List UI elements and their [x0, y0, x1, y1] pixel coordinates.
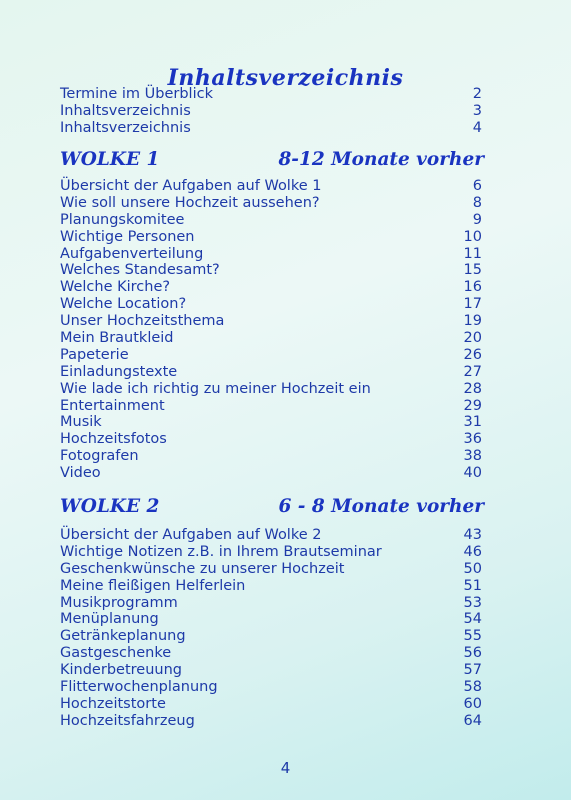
toc-entry[interactable] [60, 713, 482, 730]
toc-entry-page: 17 [463, 296, 482, 313]
toc-entry-page: 29 [463, 397, 482, 414]
section-name: WOLKE 1 [60, 149, 160, 170]
section-heading-wolke-2 [60, 496, 484, 517]
section-timing: 6 - 8 Monate vorher [278, 496, 484, 517]
toc-entry[interactable] [60, 431, 482, 448]
toc-entry[interactable] [60, 448, 482, 465]
toc-entry-page: 53 [463, 594, 482, 611]
toc-intro [60, 86, 482, 137]
toc-entry-label: Wie soll unsere Hochzeit aussehen? [60, 194, 320, 211]
toc-entry[interactable] [60, 595, 482, 612]
toc-entry[interactable] [60, 696, 482, 713]
toc-entry-page: 55 [463, 628, 482, 645]
toc-entry-label: Kinderbetreuung [60, 662, 182, 679]
toc-entry-label: Welche Location? [60, 296, 187, 313]
toc-entry[interactable] [60, 414, 482, 431]
toc-entry[interactable] [60, 330, 482, 347]
toc-entry-page: 51 [463, 577, 482, 594]
toc-entry-label: Welche Kirche? [60, 279, 171, 296]
toc-entry[interactable] [60, 195, 482, 212]
toc-entry-page: 40 [463, 465, 482, 482]
toc-entry[interactable] [60, 611, 482, 628]
toc-entry[interactable] [60, 679, 482, 696]
toc-entry-label: Inhaltsverzeichnis [60, 119, 191, 136]
toc-entry-label: Mein Brautkleid [60, 330, 174, 347]
toc-entry-page: 11 [463, 245, 482, 262]
toc-entry[interactable] [60, 561, 482, 578]
toc-entry-label: Wie lade ich richtig zu meiner Hochzeit ein [60, 380, 371, 397]
toc-entry-page: 10 [463, 228, 482, 245]
toc-entry[interactable] [60, 246, 482, 263]
toc-entry-label: Meine fleißigen Helferlein [60, 577, 246, 594]
toc-entry-label: Inhaltsverzeichnis [60, 102, 191, 119]
toc-entry-page: 50 [463, 560, 482, 577]
toc-entry[interactable] [60, 120, 482, 137]
toc-entry-label: Geschenkwünsche zu unserer Hochzeit [60, 560, 345, 577]
toc-entry[interactable] [60, 628, 482, 645]
toc-entry-label: Übersicht der Aufgaben auf Wolke 2 [60, 527, 322, 543]
toc-entry[interactable] [60, 578, 482, 595]
toc-entry[interactable] [60, 527, 482, 544]
toc-entry-page: 26 [463, 346, 482, 363]
toc-entry-page: 3 [472, 102, 482, 119]
toc-entry-page: 43 [463, 527, 482, 543]
toc-entry-label: Wichtige Personen [60, 228, 195, 245]
toc-entry[interactable] [60, 364, 482, 381]
toc-entry-page: 46 [463, 543, 482, 560]
toc-entry[interactable] [60, 212, 482, 229]
toc-entry[interactable] [60, 296, 482, 313]
toc-entry-label: Wichtige Notizen z.B. in Ihrem Brautseminar [60, 543, 382, 560]
toc-entry[interactable] [60, 313, 482, 330]
toc-entry-page: 54 [463, 611, 482, 628]
toc-entry-label: Welches Standesamt? [60, 262, 220, 279]
toc-section-wolke-1 [60, 178, 482, 482]
toc-entry-page: 56 [463, 645, 482, 662]
toc-entry[interactable] [60, 645, 482, 662]
toc-entry-page: 16 [463, 279, 482, 296]
toc-entry-label: Video [60, 465, 101, 482]
toc-section-wolke-2 [60, 527, 482, 730]
toc-entry[interactable] [60, 103, 482, 120]
toc-entry[interactable] [60, 229, 482, 246]
toc-entry-label: Übersicht der Aufgaben auf Wolke 1 [60, 178, 322, 194]
toc-entry-label: Hochzeitsfotos [60, 431, 167, 448]
toc-entry-label: Fotografen [60, 448, 139, 465]
toc-entry[interactable] [60, 398, 482, 415]
toc-entry-page: 57 [463, 662, 482, 679]
toc-entry-label: Musikprogramm [60, 594, 178, 611]
toc-entry-page: 19 [463, 313, 482, 330]
toc-entry-label: Hochzeitsfahrzeug [60, 712, 195, 729]
toc-entry-label: Unser Hochzeitsthema [60, 313, 225, 330]
toc-entry-label: Termine im Überblick [60, 86, 213, 102]
toc-entry-label: Flitterwochenplanung [60, 679, 218, 696]
section-name: WOLKE 2 [60, 496, 160, 517]
toc-entry-label: Hochzeitstorte [60, 695, 166, 712]
toc-entry-page: 38 [463, 448, 482, 465]
toc-entry-label: Menüplanung [60, 611, 159, 628]
toc-entry-label: Entertainment [60, 397, 165, 414]
toc-entry-label: Einladungstexte [60, 363, 178, 380]
toc-entry-page: 8 [472, 194, 482, 211]
toc-entry[interactable] [60, 347, 482, 364]
toc-entry-page: 6 [472, 178, 482, 194]
toc-entry-label: Planungskomitee [60, 211, 185, 228]
section-timing: 8-12 Monate vorher [278, 149, 484, 170]
toc-entry-label: Gastgeschenke [60, 645, 172, 662]
toc-entry-page: 2 [472, 86, 482, 102]
toc-entry-page: 64 [463, 712, 482, 729]
toc-entry-label: Papeterie [60, 346, 129, 363]
toc-entry-page: 27 [463, 363, 482, 380]
toc-entry[interactable] [60, 262, 482, 279]
toc-entry[interactable] [60, 86, 482, 103]
page-number: 4 [280, 759, 291, 777]
toc-entry-page: 58 [463, 679, 482, 696]
toc-entry-page: 28 [463, 380, 482, 397]
toc-entry[interactable] [60, 381, 482, 398]
toc-entry-label: Getränkeplanung [60, 628, 186, 645]
toc-entry-label: Musik [60, 414, 102, 431]
toc-entry[interactable] [60, 662, 482, 679]
toc-entry[interactable] [60, 279, 482, 296]
toc-entry-page: 4 [472, 119, 482, 136]
toc-entry-page: 31 [463, 414, 482, 431]
toc-entry[interactable] [60, 544, 482, 561]
toc-entry-page: 36 [463, 431, 482, 448]
toc-entry[interactable] [60, 178, 482, 195]
toc-entry-page: 20 [463, 330, 482, 347]
page-title: Inhaltsverzeichnis [167, 64, 404, 91]
section-heading-wolke-1 [60, 149, 484, 170]
toc-entry[interactable] [60, 465, 482, 482]
toc-entry-page: 15 [463, 262, 482, 279]
toc-entry-label: Aufgabenverteilung [60, 245, 204, 262]
toc-entry-page: 9 [472, 211, 482, 228]
toc-entry-page: 60 [463, 695, 482, 712]
